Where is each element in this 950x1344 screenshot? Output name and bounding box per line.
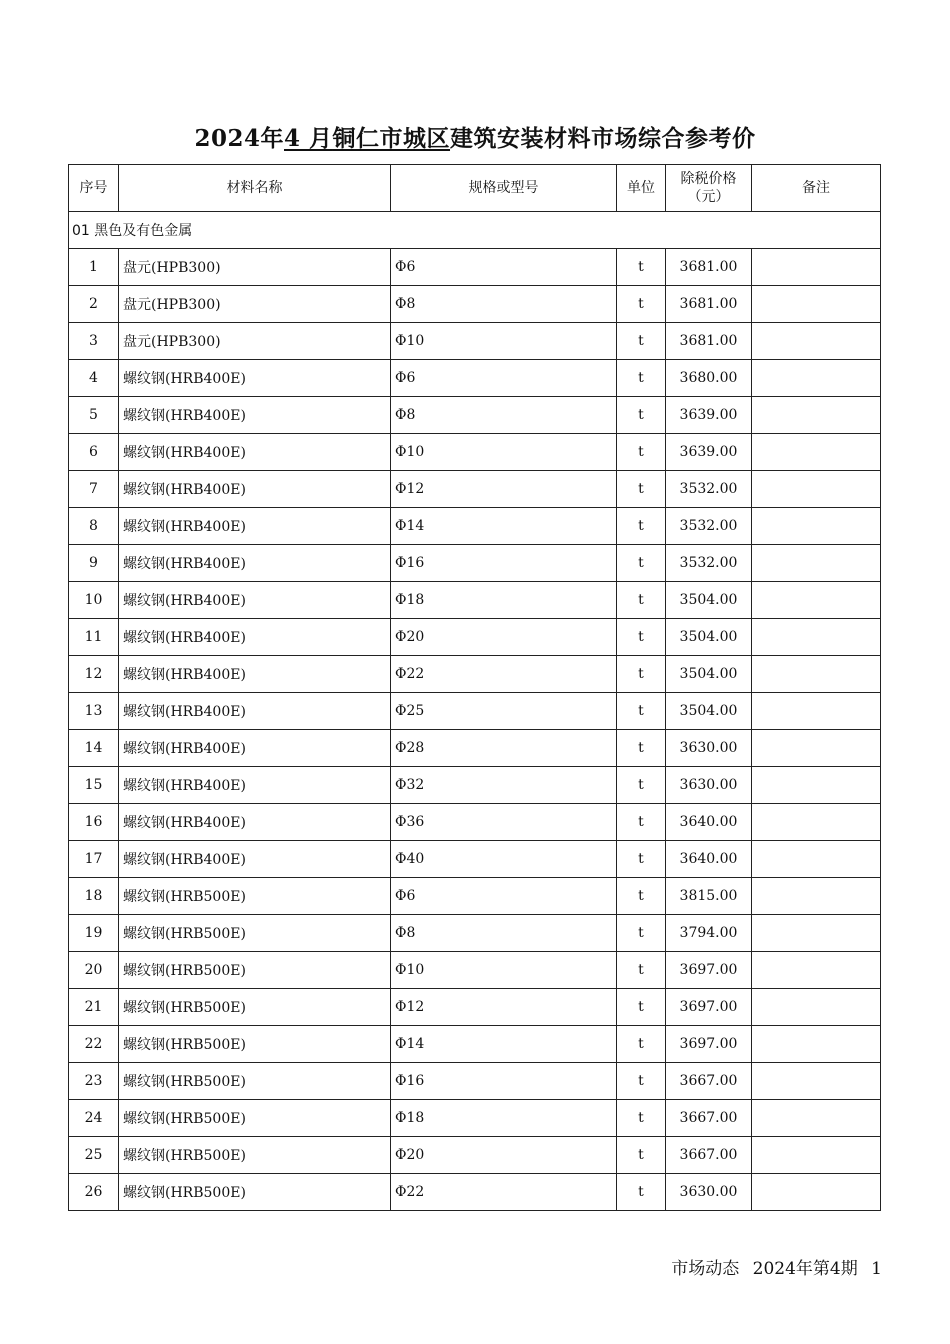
cell-seq: 20 — [69, 952, 119, 989]
cell-seq: 15 — [69, 767, 119, 804]
cell-spec: Φ10 — [391, 434, 617, 471]
cell-note — [752, 508, 881, 545]
cell-spec: Φ20 — [391, 1137, 617, 1174]
header-price-line1: 除税价格 — [680, 171, 737, 187]
cell-price: 3639.00 — [666, 397, 752, 434]
cell-price: 3667.00 — [666, 1100, 752, 1137]
cell-spec: Φ18 — [391, 582, 617, 619]
cell-unit: t — [617, 1063, 666, 1100]
footer-issue: 2024年第4期 — [752, 1259, 858, 1279]
cell-note — [752, 582, 881, 619]
table-row — [69, 989, 881, 1026]
title-city: 铜仁市城区 — [332, 125, 451, 152]
cell-note — [752, 841, 881, 878]
cell-unit: t — [617, 582, 666, 619]
cell-price: 3532.00 — [666, 471, 752, 508]
cell-material-name: 螺纹钢(HRB500E) — [119, 878, 391, 915]
table-row — [69, 360, 881, 397]
cell-unit: t — [617, 249, 666, 286]
cell-price: 3504.00 — [666, 656, 752, 693]
cell-note — [752, 989, 881, 1026]
cell-spec: Φ40 — [391, 841, 617, 878]
cell-note — [752, 656, 881, 693]
cell-material-name: 螺纹钢(HRB400E) — [119, 693, 391, 730]
cell-note — [752, 397, 881, 434]
cell-spec: Φ20 — [391, 619, 617, 656]
cell-seq: 11 — [69, 619, 119, 656]
cell-seq: 6 — [69, 434, 119, 471]
cell-material-name: 螺纹钢(HRB400E) — [119, 804, 391, 841]
category-label: 01 黑色及有色金属 — [69, 212, 881, 249]
cell-spec: Φ16 — [391, 545, 617, 582]
cell-seq: 16 — [69, 804, 119, 841]
header-price-line2: （元） — [687, 189, 730, 205]
cell-price: 3681.00 — [666, 323, 752, 360]
cell-unit: t — [617, 878, 666, 915]
cell-unit: t — [617, 619, 666, 656]
cell-material-name: 螺纹钢(HRB500E) — [119, 915, 391, 952]
cell-note — [752, 619, 881, 656]
cell-note — [752, 545, 881, 582]
cell-note — [752, 286, 881, 323]
cell-unit: t — [617, 1100, 666, 1137]
cell-spec: Φ8 — [391, 286, 617, 323]
cell-note — [752, 1026, 881, 1063]
cell-seq: 8 — [69, 508, 119, 545]
cell-price: 3697.00 — [666, 1026, 752, 1063]
cell-material-name: 螺纹钢(HRB400E) — [119, 471, 391, 508]
cell-unit: t — [617, 915, 666, 952]
table-row — [69, 1174, 881, 1211]
header-spec: 规格或型号 — [391, 165, 617, 212]
cell-seq: 14 — [69, 730, 119, 767]
cell-seq: 10 — [69, 582, 119, 619]
cell-unit: t — [617, 989, 666, 1026]
cell-note — [752, 952, 881, 989]
cell-spec: Φ8 — [391, 915, 617, 952]
cell-material-name: 盘元(HPB300) — [119, 323, 391, 360]
cell-unit: t — [617, 471, 666, 508]
cell-unit: t — [617, 360, 666, 397]
cell-material-name: 螺纹钢(HRB400E) — [119, 619, 391, 656]
category-row — [69, 212, 881, 249]
cell-material-name: 螺纹钢(HRB500E) — [119, 952, 391, 989]
title-year: 2024年 — [194, 125, 284, 152]
cell-seq: 26 — [69, 1174, 119, 1211]
cell-unit: t — [617, 656, 666, 693]
cell-unit: t — [617, 841, 666, 878]
cell-material-name: 螺纹钢(HRB400E) — [119, 545, 391, 582]
price-table — [68, 164, 881, 1211]
footer-page-number: 1 — [871, 1259, 882, 1279]
cell-unit: t — [617, 1137, 666, 1174]
cell-price: 3630.00 — [666, 730, 752, 767]
cell-unit: t — [617, 952, 666, 989]
title-month: 4 月 — [284, 125, 333, 152]
cell-price: 3504.00 — [666, 619, 752, 656]
cell-seq: 22 — [69, 1026, 119, 1063]
table-row — [69, 878, 881, 915]
cell-spec: Φ22 — [391, 656, 617, 693]
cell-seq: 12 — [69, 656, 119, 693]
cell-price: 3630.00 — [666, 1174, 752, 1211]
table-row — [69, 619, 881, 656]
cell-spec: Φ32 — [391, 767, 617, 804]
cell-seq: 24 — [69, 1100, 119, 1137]
table-row — [69, 730, 881, 767]
cell-unit: t — [617, 434, 666, 471]
cell-spec: Φ28 — [391, 730, 617, 767]
cell-price: 3532.00 — [666, 545, 752, 582]
cell-unit: t — [617, 286, 666, 323]
cell-note — [752, 471, 881, 508]
cell-unit: t — [617, 767, 666, 804]
cell-price: 3815.00 — [666, 878, 752, 915]
cell-price: 3794.00 — [666, 915, 752, 952]
cell-price: 3667.00 — [666, 1137, 752, 1174]
cell-spec: Φ6 — [391, 360, 617, 397]
table-row — [69, 1063, 881, 1100]
cell-seq: 1 — [69, 249, 119, 286]
cell-spec: Φ36 — [391, 804, 617, 841]
cell-price: 3697.00 — [666, 989, 752, 1026]
cell-seq: 21 — [69, 989, 119, 1026]
cell-unit: t — [617, 693, 666, 730]
table-row — [69, 249, 881, 286]
table-row — [69, 323, 881, 360]
cell-seq: 19 — [69, 915, 119, 952]
cell-spec: Φ8 — [391, 397, 617, 434]
cell-price: 3639.00 — [666, 434, 752, 471]
cell-material-name: 螺纹钢(HRB400E) — [119, 397, 391, 434]
cell-unit: t — [617, 323, 666, 360]
cell-price: 3667.00 — [666, 1063, 752, 1100]
cell-material-name: 螺纹钢(HRB400E) — [119, 656, 391, 693]
cell-unit: t — [617, 508, 666, 545]
cell-material-name: 螺纹钢(HRB400E) — [119, 582, 391, 619]
header-seq: 序号 — [69, 165, 119, 212]
table-row — [69, 915, 881, 952]
page-title — [0, 120, 950, 153]
page-footer — [663, 1254, 882, 1279]
cell-spec: Φ12 — [391, 989, 617, 1026]
cell-material-name: 螺纹钢(HRB400E) — [119, 508, 391, 545]
header-price — [666, 165, 752, 212]
table-row — [69, 952, 881, 989]
cell-price: 3680.00 — [666, 360, 752, 397]
cell-note — [752, 434, 881, 471]
cell-unit: t — [617, 397, 666, 434]
table-row — [69, 508, 881, 545]
cell-spec: Φ6 — [391, 249, 617, 286]
cell-spec: Φ14 — [391, 508, 617, 545]
cell-spec: Φ14 — [391, 1026, 617, 1063]
table-row — [69, 286, 881, 323]
table-row — [69, 1137, 881, 1174]
table-row — [69, 1026, 881, 1063]
header-note: 备注 — [752, 165, 881, 212]
cell-price: 3640.00 — [666, 841, 752, 878]
cell-spec: Φ16 — [391, 1063, 617, 1100]
table-row — [69, 804, 881, 841]
cell-note — [752, 804, 881, 841]
cell-material-name: 螺纹钢(HRB500E) — [119, 1174, 391, 1211]
table-row — [69, 545, 881, 582]
table-row — [69, 1100, 881, 1137]
cell-price: 3504.00 — [666, 582, 752, 619]
cell-price: 3630.00 — [666, 767, 752, 804]
cell-note — [752, 693, 881, 730]
cell-material-name: 螺纹钢(HRB400E) — [119, 767, 391, 804]
cell-material-name: 盘元(HPB300) — [119, 286, 391, 323]
cell-note — [752, 1174, 881, 1211]
cell-seq: 7 — [69, 471, 119, 508]
cell-unit: t — [617, 545, 666, 582]
table-row — [69, 693, 881, 730]
title-rest: 建筑安装材料市场综合参考价 — [450, 125, 756, 152]
cell-seq: 17 — [69, 841, 119, 878]
cell-material-name: 螺纹钢(HRB400E) — [119, 360, 391, 397]
cell-note — [752, 249, 881, 286]
table-row — [69, 434, 881, 471]
header-unit: 单位 — [617, 165, 666, 212]
table-row — [69, 656, 881, 693]
cell-spec: Φ25 — [391, 693, 617, 730]
table-row — [69, 767, 881, 804]
cell-seq: 13 — [69, 693, 119, 730]
cell-unit: t — [617, 730, 666, 767]
cell-seq: 3 — [69, 323, 119, 360]
cell-seq: 5 — [69, 397, 119, 434]
cell-spec: Φ18 — [391, 1100, 617, 1137]
table-header-row — [69, 165, 881, 212]
cell-material-name: 螺纹钢(HRB400E) — [119, 730, 391, 767]
cell-spec: Φ6 — [391, 878, 617, 915]
cell-note — [752, 915, 881, 952]
cell-note — [752, 1100, 881, 1137]
cell-price: 3681.00 — [666, 249, 752, 286]
cell-price: 3697.00 — [666, 952, 752, 989]
cell-spec: Φ12 — [391, 471, 617, 508]
cell-note — [752, 1137, 881, 1174]
cell-material-name: 螺纹钢(HRB500E) — [119, 989, 391, 1026]
cell-note — [752, 878, 881, 915]
cell-price: 3681.00 — [666, 286, 752, 323]
cell-spec: Φ22 — [391, 1174, 617, 1211]
cell-seq: 9 — [69, 545, 119, 582]
cell-material-name: 螺纹钢(HRB400E) — [119, 434, 391, 471]
cell-seq: 2 — [69, 286, 119, 323]
cell-unit: t — [617, 804, 666, 841]
cell-material-name: 螺纹钢(HRB500E) — [119, 1026, 391, 1063]
cell-price: 3504.00 — [666, 693, 752, 730]
cell-seq: 23 — [69, 1063, 119, 1100]
cell-price: 3640.00 — [666, 804, 752, 841]
cell-material-name: 螺纹钢(HRB500E) — [119, 1137, 391, 1174]
table-row — [69, 397, 881, 434]
cell-material-name: 螺纹钢(HRB500E) — [119, 1100, 391, 1137]
cell-seq: 18 — [69, 878, 119, 915]
cell-seq: 4 — [69, 360, 119, 397]
table-row — [69, 471, 881, 508]
cell-material-name: 螺纹钢(HRB500E) — [119, 1063, 391, 1100]
cell-seq: 25 — [69, 1137, 119, 1174]
cell-note — [752, 1063, 881, 1100]
footer-publication: 市场动态 — [671, 1259, 740, 1279]
cell-note — [752, 767, 881, 804]
cell-material-name: 螺纹钢(HRB400E) — [119, 841, 391, 878]
table-row — [69, 582, 881, 619]
cell-price: 3532.00 — [666, 508, 752, 545]
cell-spec: Φ10 — [391, 323, 617, 360]
cell-spec: Φ10 — [391, 952, 617, 989]
cell-material-name: 盘元(HPB300) — [119, 249, 391, 286]
table-row — [69, 841, 881, 878]
cell-note — [752, 323, 881, 360]
cell-note — [752, 360, 881, 397]
cell-unit: t — [617, 1026, 666, 1063]
header-name: 材料名称 — [119, 165, 391, 212]
cell-unit: t — [617, 1174, 666, 1211]
cell-note — [752, 730, 881, 767]
